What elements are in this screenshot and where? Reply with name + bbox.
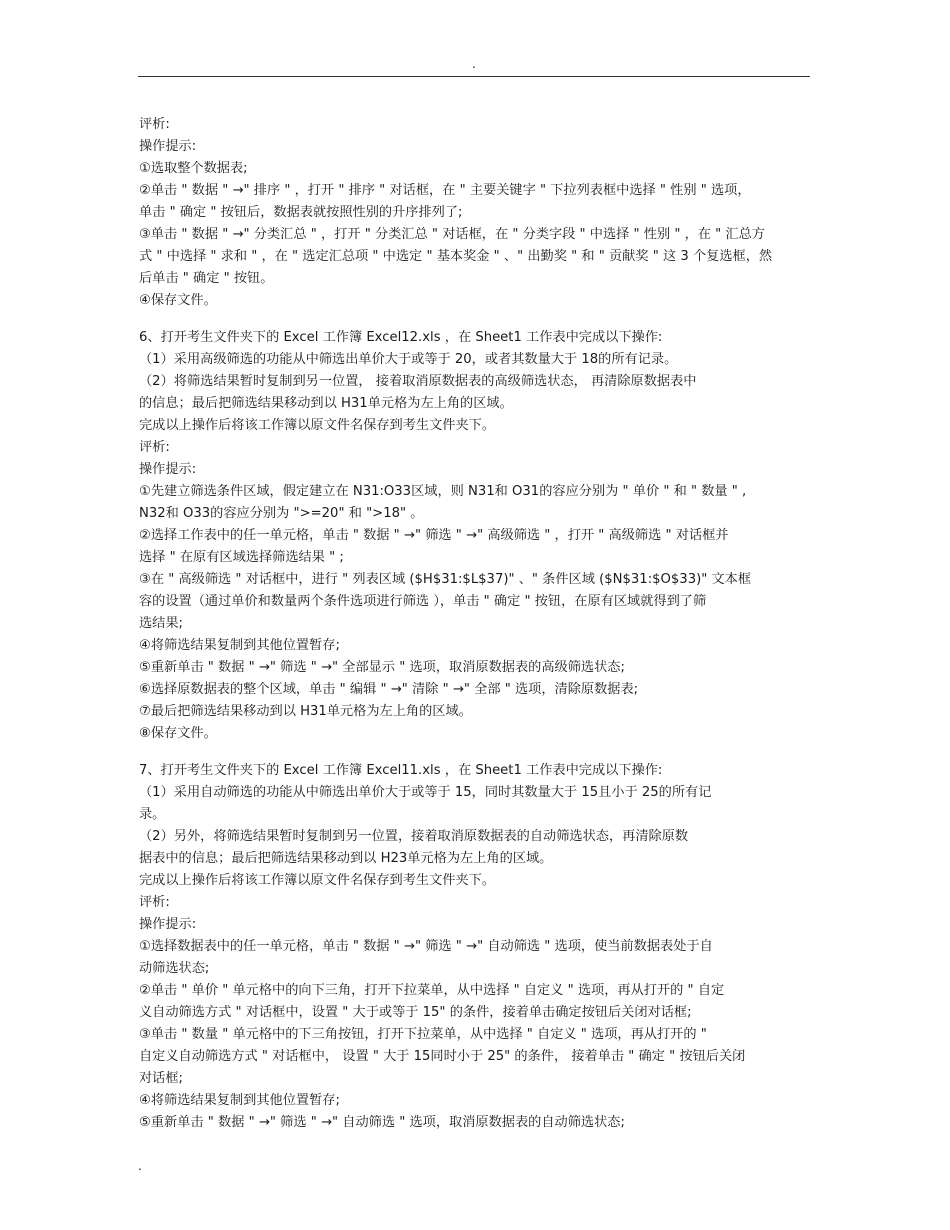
text-line: 操作提示:	[139, 917, 197, 932]
document-section	[139, 114, 811, 312]
text-line: ③单击 " 数据 " →" 分类汇总 " ，打开 " 分类汇总 " 对话框，在 " 分类字段 " 中选择 " 性别 " ，在 " 汇总方	[139, 227, 765, 242]
document-section	[139, 327, 811, 745]
text-line: 的信息；最后把筛选结果移动到以 H31单元格为左上角的区域。	[139, 396, 513, 411]
text-line: 评析:	[139, 440, 170, 455]
text-line: 后单击 " 确定 " 按钮。	[139, 271, 274, 286]
text-line: 单击 " 确定 " 按钮后，数据表就按照性别的升序排列了;	[139, 205, 463, 220]
text-line: 评析:	[139, 895, 170, 910]
text-line: ③单击 " 数量 " 单元格中的下三角按钮，打开下拉菜单，从中选择 " 自定义 " 选项，再从打开的 "	[139, 1027, 707, 1042]
text-line: （2）另外，将筛选结果暂时复制到另一位置，接着取消原数据表的自动筛选状态，再清除原数	[139, 829, 689, 844]
text-line: N32和 O33的容应分别为 ">=20" 和 ">18" 。	[139, 506, 424, 521]
header-divider	[138, 76, 810, 77]
text-line: （2）将筛选结果暂时复制到另一位置， 接着取消原数据表的高级筛选状态， 再清除原数据表中	[139, 374, 697, 389]
text-line: 义自动筛选方式 " 对话框中，设置 " 大于或等于 15" 的条件，接着单击确定按钮后关闭对话框;	[139, 1005, 692, 1020]
text-line: ②单击 " 单价 " 单元格中的向下三角，打开下拉菜单，从中选择 " 自定义 " 选项，再从打开的 " 自定	[139, 983, 725, 998]
text-line: 式 " 中选择 " 求和 " ，在 " 选定汇总项 " 中选定 " 基本奖金 " 、" 出勤奖 " 和 " 贡献奖 " 这 3 个复选框，然	[139, 249, 773, 264]
text-line: ④将筛选结果复制到其他位置暂存;	[139, 1093, 340, 1108]
header-mark: .	[472, 57, 476, 71]
text-line: 完成以上操作后将该工作簿以原文件名保存到考生文件夹下。	[139, 873, 496, 888]
text-line: 据表中的信息；最后把筛选结果移动到以 H23单元格为左上角的区域。	[139, 851, 553, 866]
text-line: ①选择数据表中的任一单元格，单击 " 数据 " →" 筛选 " →" 自动筛选 " 选项，使当前数据表处于自	[139, 939, 713, 954]
text-line: ⑧保存文件。	[139, 726, 217, 741]
text-line: 选结果;	[139, 616, 184, 631]
text-line: 操作提示:	[139, 462, 197, 477]
text-line: 选择 " 在原有区域选择筛选结果 " ;	[139, 550, 344, 565]
text-line: 自定义自动筛选方式 " 对话框中， 设置 " 大于 15同时小于 25" 的条件， 接着单击 " 确定 " 按钮后关闭	[139, 1049, 746, 1064]
text-line: 评析:	[139, 117, 170, 132]
text-line: 完成以上操作后将该工作簿以原文件名保存到考生文件夹下。	[139, 418, 496, 433]
paragraph-gap	[139, 745, 811, 760]
document-body	[139, 114, 811, 1134]
text-line: 操作提示:	[139, 139, 197, 154]
text-line: ⑤重新单击 " 数据 " →" 筛选 " →" 全部显示 " 选项，取消原数据表的高级筛选状态;	[139, 660, 625, 675]
text-line: 6、打开考生文件夹下的 Excel 工作簿 Excel12.xls ，在 Sheet1 工作表中完成以下操作:	[139, 330, 663, 345]
text-line: ⑦最后把筛选结果移动到以 H31单元格为左上角的区域。	[139, 704, 472, 719]
text-line: 7、打开考生文件夹下的 Excel 工作簿 Excel11.xls ，在 Sheet1 工作表中完成以下操作:	[139, 763, 663, 778]
text-line: ⑤重新单击 " 数据 " →" 筛选 " →" 自动筛选 " 选项，取消原数据表的自动筛选状态;	[139, 1115, 625, 1130]
text-line: ③在 " 高级筛选 " 对话框中，进行 " 列表区域 ($H$31:$L$37)" 、" 条件区域 ($N$31:$O$33)" 文本框	[139, 572, 752, 587]
text-line: ④保存文件。	[139, 293, 217, 308]
paragraph-gap	[139, 312, 811, 327]
text-line: ①选取整个数据表;	[139, 161, 248, 176]
text-line: 录。	[139, 807, 166, 822]
text-line: ④将筛选结果复制到其他位置暂存;	[139, 638, 340, 653]
footer-mark: .	[138, 1159, 142, 1173]
text-line: 动筛选状态;	[139, 961, 210, 976]
text-line: ②选择工作表中的任一单元格，单击 " 数据 " →" 筛选 " →" 高级筛选 " ，打开 " 高级筛选 " 对话框并	[139, 528, 729, 543]
text-line: （1）采用自动筛选的功能从中筛选出单价大于或等于 15，同时其数量大于 15且小于 25的所有记	[139, 785, 712, 800]
text-line: ①先建立筛选条件区域，假定建立在 N31:O33区域，则 N31和 O31的容应分别为 " 单价 " 和 " 数量 " ,	[139, 484, 747, 499]
text-line: 对话框;	[139, 1071, 184, 1086]
text-line: ⑥选择原数据表的整个区域，单击 " 编辑 " →" 清除 " →" 全部 " 选项，清除原数据表;	[139, 682, 639, 697]
text-line: （1）采用高级筛选的功能从中筛选出单价大于或等于 20，或者其数量大于 18的所有记录。	[139, 352, 678, 367]
text-line: ②单击 " 数据 " →" 排序 " ，打开 " 排序 " 对话框，在 " 主要关键字 " 下拉列表框中选择 " 性别 " 选项，	[139, 183, 751, 198]
text-line: 容的设置（通过单价和数量两个条件选项进行筛选 ），单击 " 确定 " 按钮，在原有区域就得到了筛	[139, 594, 707, 609]
document-section	[139, 760, 811, 1134]
